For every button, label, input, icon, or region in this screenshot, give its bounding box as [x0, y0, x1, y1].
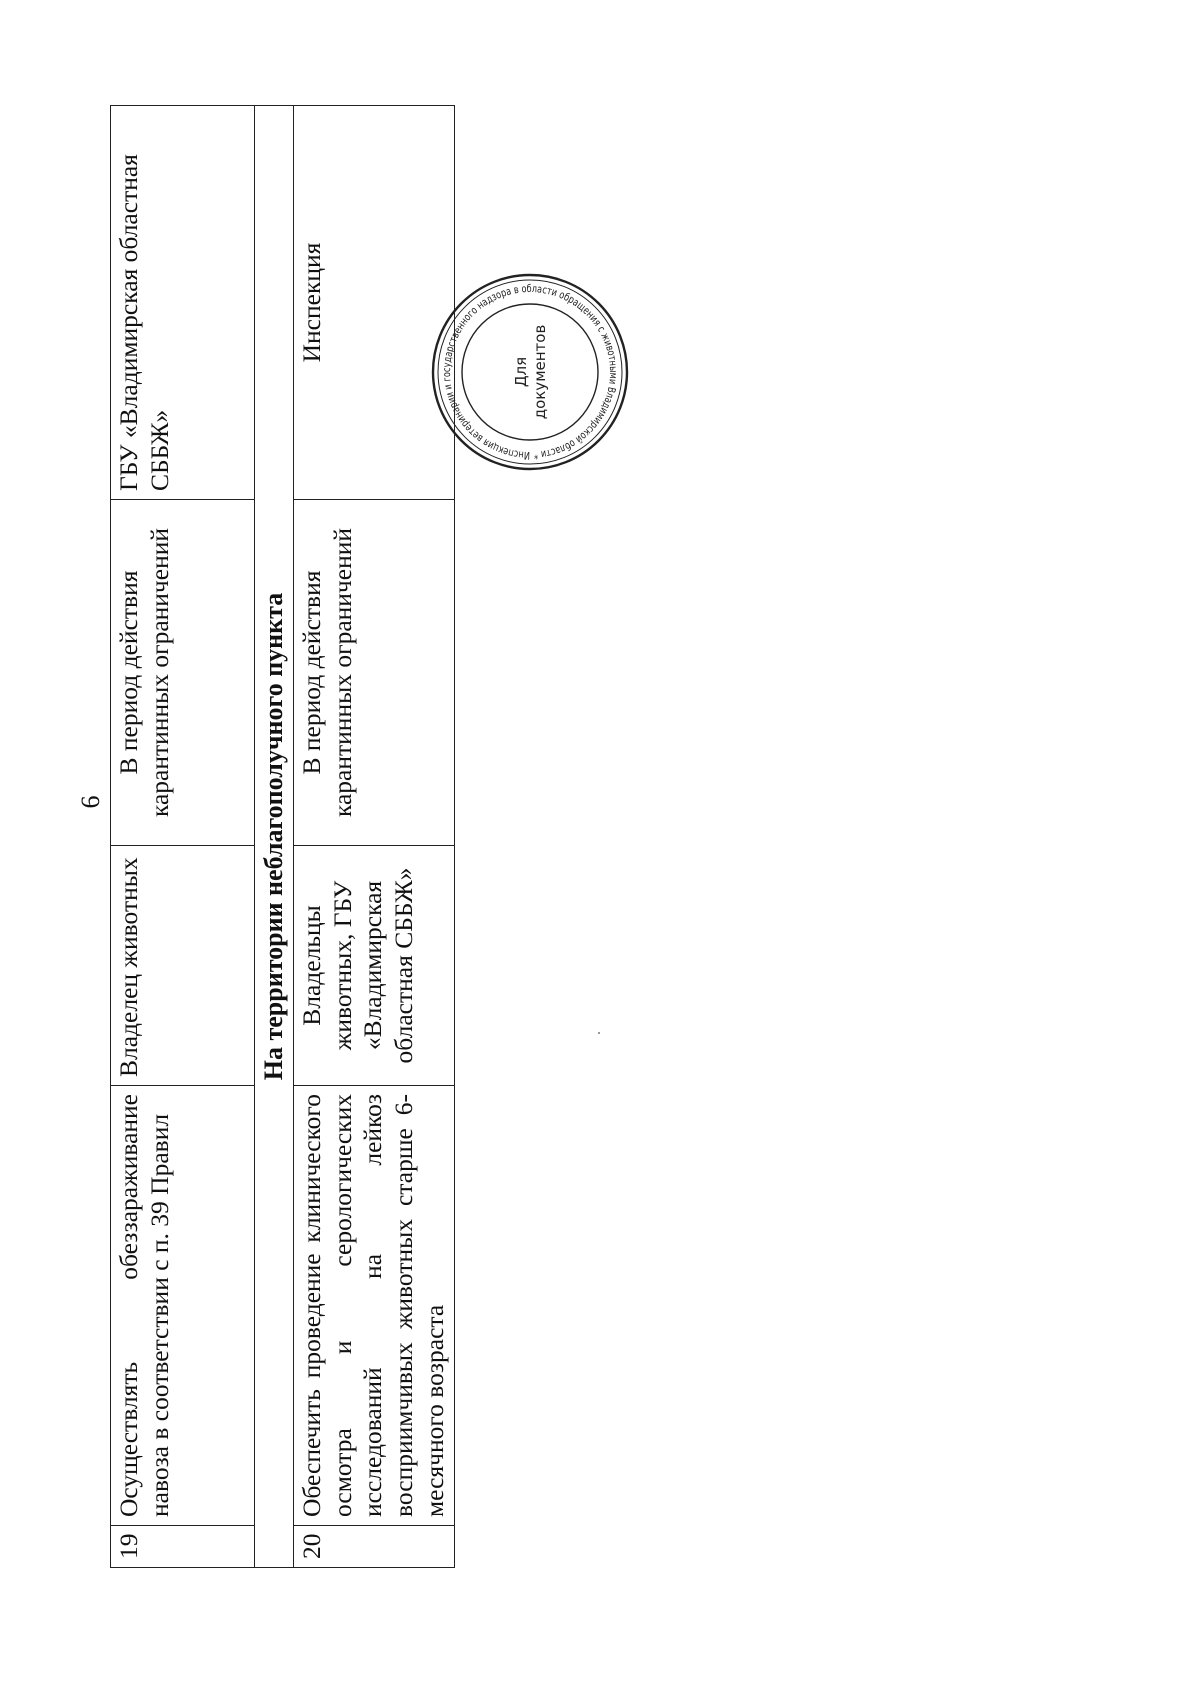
responsible-cell: Владелец животных — [111, 846, 255, 1086]
stamp-center-line2: документов — [531, 324, 549, 420]
table-row — [111, 106, 255, 1568]
stamp-graphic — [430, 272, 630, 472]
executor-cell: ГБУ «Владимирская областная СББЖ» — [111, 106, 255, 500]
executor-cell: Инспекция — [294, 106, 455, 500]
row-number: 20 — [294, 1526, 455, 1568]
stamp-center-line1: Для — [512, 356, 530, 388]
official-stamp — [430, 272, 630, 472]
task-cell: Обеспечить проведение клинического осмотра и серологических исследований на лейкоз восприимчивых животных старше 6-месячного возраста — [294, 1086, 455, 1526]
responsible-cell: Владельцы животных, ГБУ «Владимирская областная СББЖ» — [294, 846, 455, 1086]
measures-table — [110, 105, 455, 1568]
scan-speck — [598, 1032, 600, 1034]
stamp-ring-text: Инспекция ветеринарии и государственного надзора в области обращения с животными Владимирской области * — [440, 282, 620, 462]
period-cell: В период действия карантинных ограничений — [294, 500, 455, 846]
page-number: 6 — [76, 795, 105, 809]
period-cell: В период действия карантинных ограничений — [111, 500, 255, 846]
section-heading: На территории неблагополучного пункта — [255, 106, 294, 1568]
task-cell: Осуществлять обеззараживание навоза в соответствии с п. 39 Правил — [111, 1086, 255, 1526]
section-row — [255, 106, 294, 1568]
row-number: 19 — [111, 1526, 255, 1568]
